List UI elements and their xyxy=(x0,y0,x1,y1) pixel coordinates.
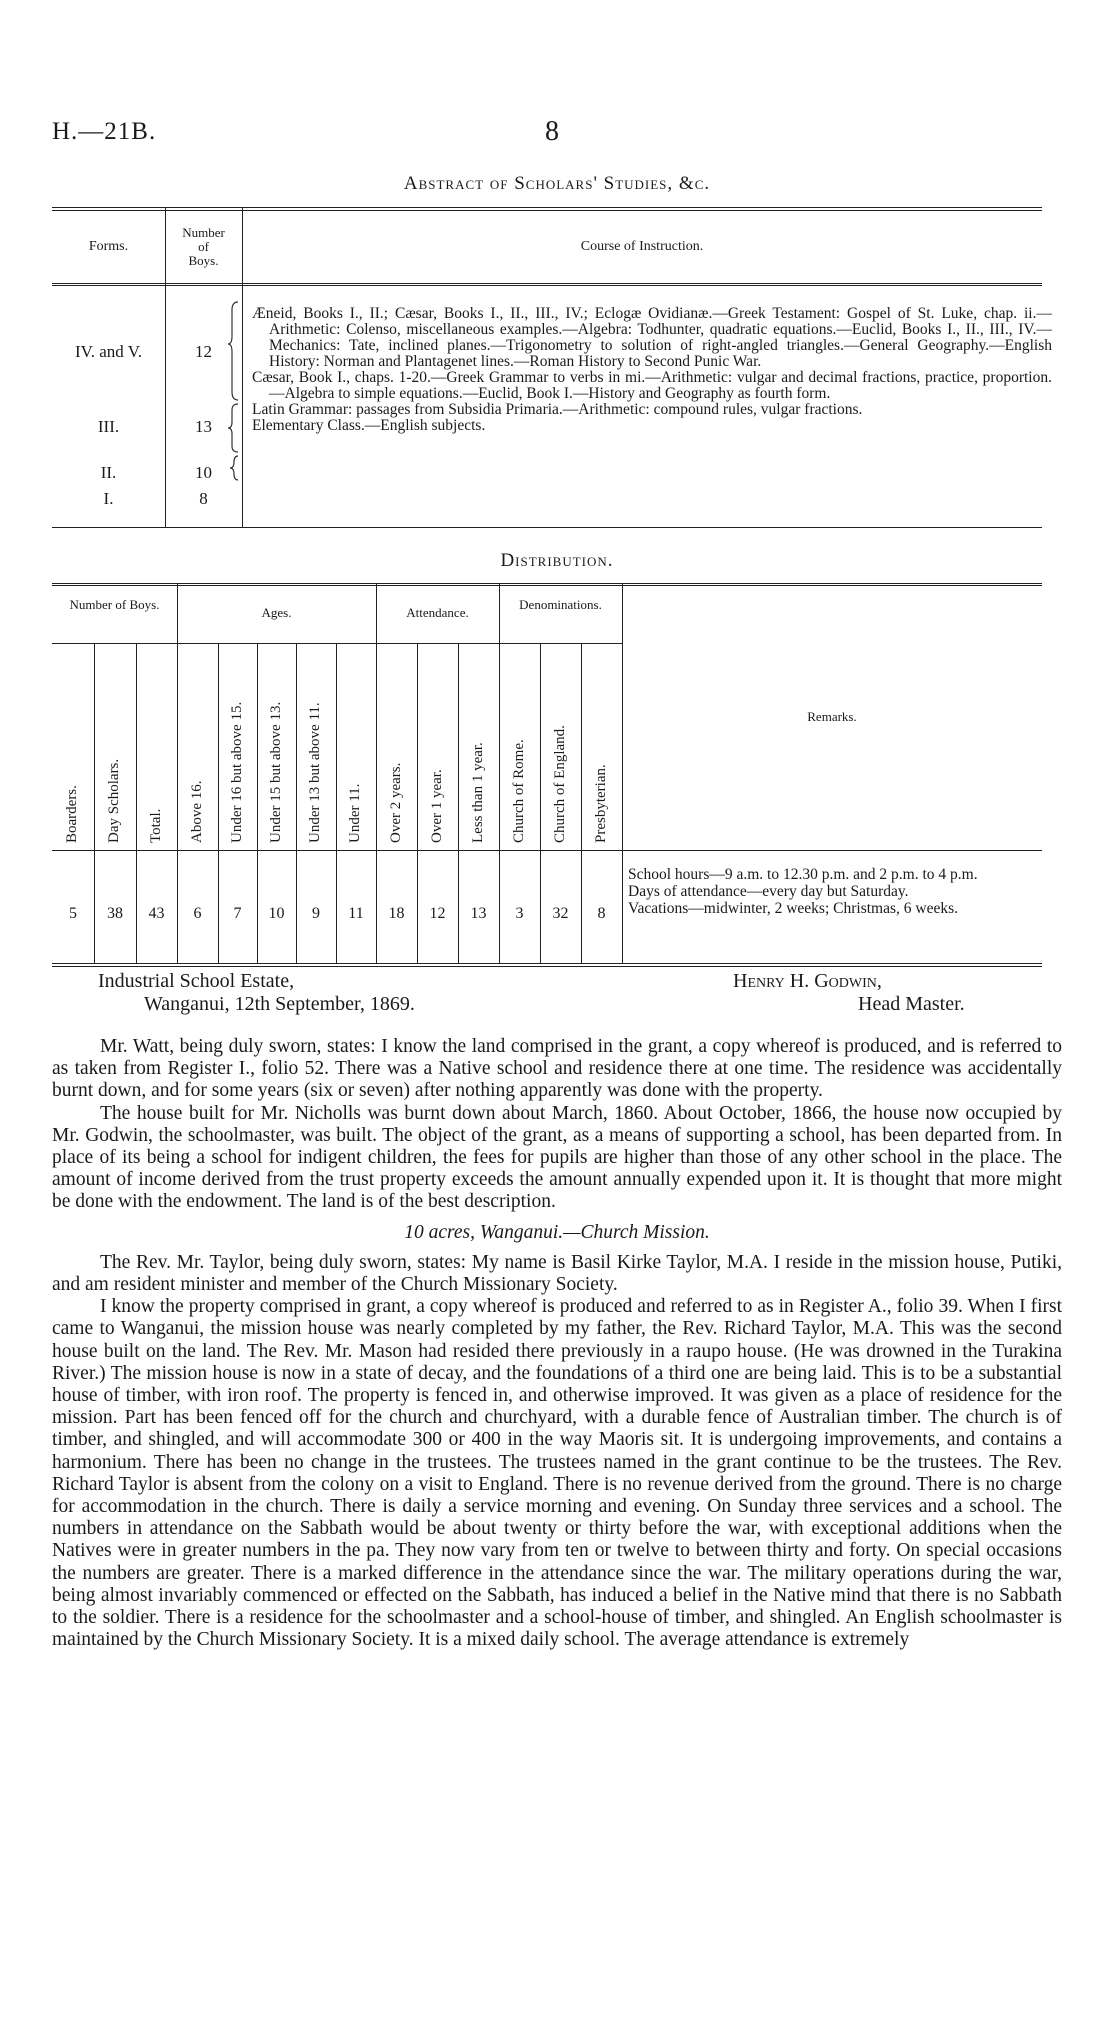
remarks-list xyxy=(628,866,1048,917)
column-header: Church of England. xyxy=(551,725,568,843)
form-label: II. xyxy=(100,463,117,482)
remark-item: School hours—9 a.m. to 12.30 p.m. and 2 p.m. to 4 p.m. xyxy=(628,866,978,883)
column-value: 32 xyxy=(552,905,569,922)
column-header: Church of Rome. xyxy=(510,739,527,843)
paragraph: I know the property comprised in grant, a copy whereof is produced and referred to as in Register A., folio 39. When I first came to Wanganui, the mission house was nearly completed by my father, the Rev. Richard Taylor, M.A. This was the second house built on the land. The Rev. Mr. Mason had resided there previously in a raupo house. (He was drowned in the Turakina River.) The mission house is now in a state of decay, and the foundations of a third one are being laid. This is to be a substantial house of timber, with iron roof. The property is fenced in, and otherwise improved. It was given as a place of residence for the mission. Part has been fenced off for the church and churchyard, with a durable fence of Australian timber. The church is of timber, and shingled, and will accommodate 300 or 400 in the way Maoris sit. It is undergoing improvements, and contains a harmonium. There has been no change in the trustees. The trustees named in the grant continue to be the trustees. The Rev. Richard Taylor is absent from the colony on a visit to England. There is no revenue derived from the ground. There is no charge for accommodation in the church. There is daily a service morning and evening. On Sunday three services and a school. The numbers in attendance on the Sabbath would be about twenty or thirty before the war, with exceptional additions when the Natives were in greater numbers in the pa. They now vary from ten or twelve to between thirty and forty. On special occasions the numbers are greater. There is a marked difference in the attendance since the war. The military operations during the war, being almost invariably commenced or effected on the Sabbath, has induced a belief in the Native mind that there is no Sabbath to the soldier. There is a residence for the schoolmaster and a school-house of timber, and shingled. An English schoolmaster is maintained by the Church Missionary Society. It is a mixed daily school. The average attendance is extremely xyxy=(52,1296,1062,1651)
column-value: 9 xyxy=(312,905,320,922)
group-number-boys: Number of Boys. xyxy=(69,597,160,612)
paragraph: The house built for Mr. Nicholls was burnt down about March, 1860. About October, 1866, the house now occupied by Mr. Godwin, the schoolmaster, was built. The object of the grant, as a means of supporting a school, has been departed from. In place of its being a school for indigent children, the fees for pupils are higher than those of any other school in the place. The amount of income derived from the trust property exceeds the amount annually expended upon it. It is thought that more might be done with the endowment. The land is of the best description. xyxy=(52,1102,1062,1213)
brace-decoration xyxy=(226,300,240,500)
boys-count: 8 xyxy=(199,489,208,508)
column-header: Under 13 but above 11. xyxy=(307,702,323,843)
signature-name: Henry H. Godwin, xyxy=(733,970,882,992)
course-entry: Cæsar, Book I., chaps. 1-20.—Greek Grammar to verbs in mi.—Arithmetic: vulgar and decimal fractions, practice, proportion.—Algebra to simple equations.—Euclid, Book I.—History and Geography as fourth form. xyxy=(252,369,1052,402)
column-header: Over 1 year. xyxy=(428,769,445,843)
distribution-title: Distribution. xyxy=(500,550,614,571)
column-value: 13 xyxy=(470,905,487,922)
signature-title: Head Master. xyxy=(858,993,965,1015)
form-label: III. xyxy=(97,417,120,436)
group-ages: Ages. xyxy=(261,605,292,620)
column-header: Less than 1 year. xyxy=(469,742,486,843)
column-value: 7 xyxy=(233,905,242,922)
remarks-header: Remarks. xyxy=(807,709,857,724)
document-reference: H.—21B. xyxy=(52,118,157,145)
course-entry: Latin Grammar: passages from Subsidia Primaria.—Arithmetic: compound rules, vulgar fractions. xyxy=(252,401,863,418)
column-value: 3 xyxy=(515,905,524,922)
col-course-header: Course of Instruction. xyxy=(580,239,704,254)
column-value: 5 xyxy=(69,905,77,922)
column-value: 43 xyxy=(148,905,165,922)
column-value: 18 xyxy=(388,905,405,922)
signature-date: Wanganui, 12th September, 1869. xyxy=(144,993,415,1015)
column-value: 12 xyxy=(429,905,446,922)
course-entry: Æneid, Books I., II.; Cæsar, Books I., II., III., IV.; Eclogæ Ovidianæ.—Greek Testament: Gospel of St. Luke, chap. ii.—Arithmetic: Colenso, miscellaneous examples.—Algebra: Todhunter, quadratic equations.—Euclid, Books I., II., III., IV.—Mechanics: Tate, inclined planes.—Trigonometry to solution of right-angled triangles.—General Geography.—English History: Norman and Plantagenet lines.—Roman History to Second Punic War. xyxy=(252,305,1052,370)
column-value: 6 xyxy=(193,905,202,922)
column-header: Under 15 but above 13. xyxy=(267,701,284,843)
signature-place: Industrial School Estate, xyxy=(98,970,295,992)
column-header: Total. xyxy=(147,808,164,843)
form-label: I. xyxy=(103,489,114,508)
subheading: 10 acres, Wanganui.—Church Mission. xyxy=(404,1221,710,1243)
column-header: Boarders. xyxy=(64,785,80,843)
paragraph: Mr. Watt, being duly sworn, states: I know the land comprised in the grant, a copy whereof is produced, and is referred to as taken from Register I., folio 52. There was a Native school and residence there at one time. The residence was accidentally burnt down, and for some years (six or seven) after nothing apparently was done with the property. xyxy=(52,1036,1062,1102)
form-label: IV. and V. xyxy=(74,342,143,361)
page-number: 8 xyxy=(545,116,559,147)
col-number-header: Number of Boys. xyxy=(182,225,225,268)
abstract-title: Abstract of Scholars' Studies, &c. xyxy=(403,173,711,194)
column-header: Presbyterian. xyxy=(592,764,609,843)
column-value: 8 xyxy=(597,905,606,922)
column-header: Under 16 but above 15. xyxy=(228,701,245,843)
course-entry: Elementary Class.—English subjects. xyxy=(252,417,486,434)
column-header: Day Scholars. xyxy=(106,758,122,843)
course-list xyxy=(252,306,1052,434)
col-forms-header: Forms. xyxy=(88,239,129,254)
column-header: Over 2 years. xyxy=(387,762,404,843)
boys-count: 13 xyxy=(195,417,212,436)
remark-item: Days of attendance—every day but Saturday. xyxy=(628,883,909,900)
boys-count: 12 xyxy=(195,342,212,361)
column-header: Above 16. xyxy=(188,780,205,843)
column-header: Under 11. xyxy=(347,783,363,843)
boys-count: 10 xyxy=(195,463,212,482)
body-text xyxy=(52,1036,1062,1651)
column-value: 10 xyxy=(268,905,285,922)
column-value: 38 xyxy=(107,905,123,922)
group-attendance: Attendance. xyxy=(406,605,469,620)
column-value: 11 xyxy=(348,905,364,922)
paragraph: The Rev. Mr. Taylor, being duly sworn, states: My name is Basil Kirke Taylor, M.A. I reside in the mission house, Putiki, and am resident minister and member of the Church Missionary Society. xyxy=(52,1251,1062,1296)
remark-item: Vacations—midwinter, 2 weeks; Christmas, 6 weeks. xyxy=(628,900,958,917)
group-denominations: Denominations. xyxy=(519,597,602,612)
